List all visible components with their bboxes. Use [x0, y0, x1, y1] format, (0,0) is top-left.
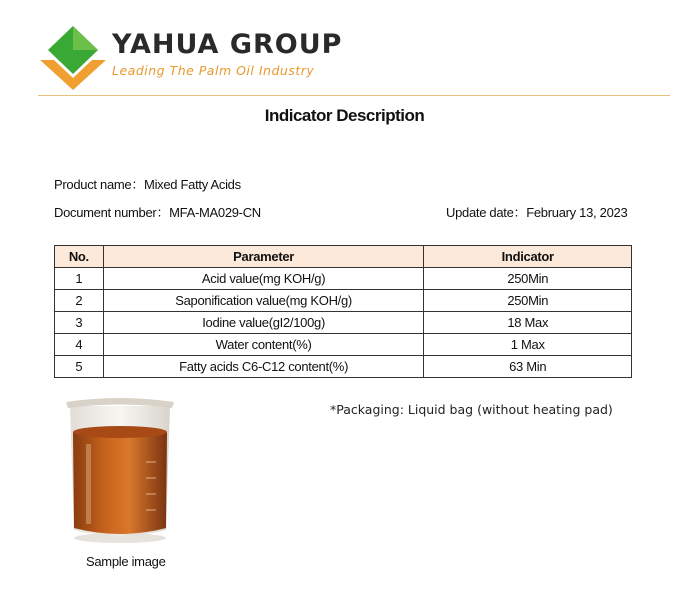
table-cell-no: 3: [55, 312, 104, 334]
table-header-row: [55, 246, 632, 268]
yahua-logo-icon: [38, 24, 108, 92]
table-cell-parameter: Saponification value(mg KOH/g): [103, 290, 424, 312]
update-date-label: Update date：: [446, 205, 527, 220]
document-title: Indicator Description: [264, 106, 425, 125]
document-number-label: Document number：: [54, 205, 170, 220]
update-date-value: February 13, 2023: [526, 205, 628, 220]
indicator-table: [54, 245, 632, 378]
table-cell-parameter: Acid value(mg KOH/g): [103, 268, 424, 290]
table-cell-parameter: Iodine value(gI2/100g): [103, 312, 424, 334]
brand: [112, 30, 342, 78]
table-cell-indicator: 250Min: [424, 268, 632, 290]
update-date: [446, 202, 627, 221]
table-row: [55, 312, 632, 334]
document-number: [54, 202, 261, 221]
sample-beaker-image: [56, 392, 184, 544]
table-row: [55, 268, 632, 290]
product-name: [54, 174, 241, 193]
table-cell-no: 2: [55, 290, 104, 312]
header-divider: [38, 95, 670, 96]
table-cell-indicator: 250Min: [424, 290, 632, 312]
company-name: YAHUA GROUP: [112, 29, 343, 60]
table-cell-indicator: 63 Min: [424, 356, 632, 378]
product-name-value: Mixed Fatty Acids: [144, 177, 241, 192]
table-cell-no: 1: [55, 268, 104, 290]
packaging-note: *Packaging: Liquid bag (without heating pad): [330, 402, 613, 417]
column-header-indicator: Indicator: [424, 246, 632, 268]
table-row: [55, 290, 632, 312]
table-row: [55, 356, 632, 378]
column-header-no: No.: [55, 246, 104, 268]
sample-image-caption: Sample image: [86, 554, 166, 569]
company-slogan: Leading The Palm Oil Industry: [112, 63, 315, 78]
table-cell-indicator: 1 Max: [424, 334, 632, 356]
column-header-parameter: Parameter: [103, 246, 424, 268]
table-row: [55, 334, 632, 356]
table-cell-no: 4: [55, 334, 104, 356]
table-cell-parameter: Fatty acids C6-C12 content(%): [103, 356, 424, 378]
document-number-value: MFA-MA029-CN: [169, 205, 261, 220]
table-cell-parameter: Water content(%): [103, 334, 424, 356]
table-cell-indicator: 18 Max: [424, 312, 632, 334]
table-cell-no: 5: [55, 356, 104, 378]
product-name-label: Product name：: [54, 177, 145, 192]
